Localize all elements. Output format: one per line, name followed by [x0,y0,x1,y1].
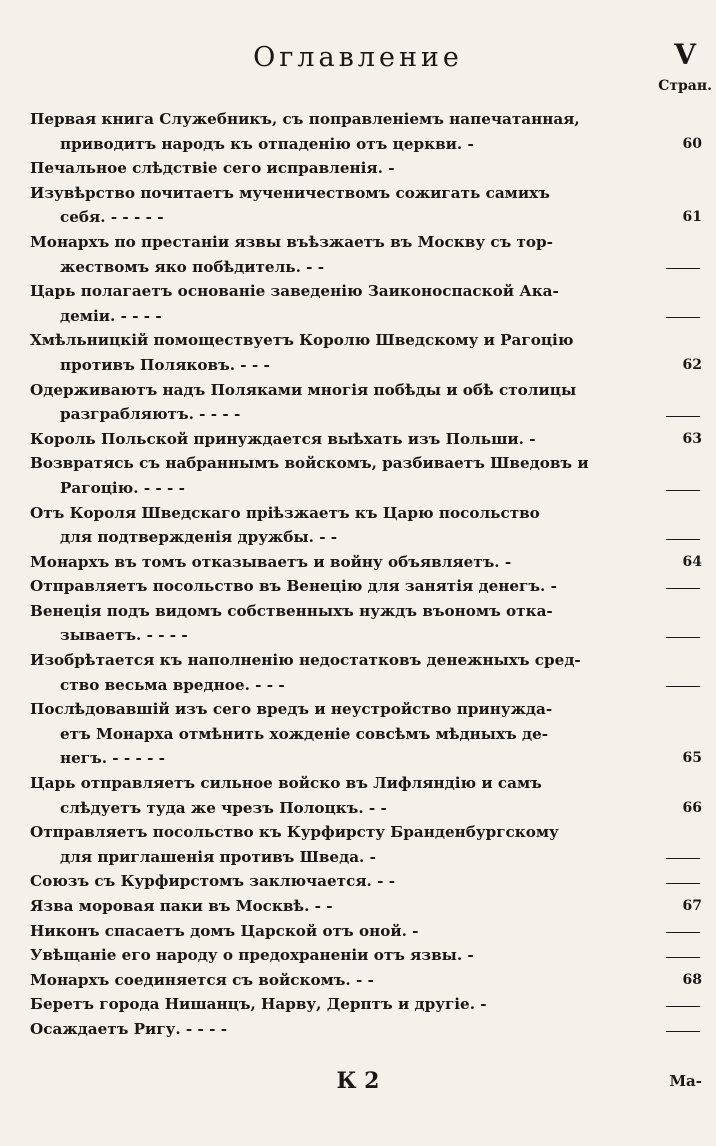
toc-entry-text: для подтвержденія дружбы. - - [60,528,338,547]
toc-entry-text: Увѣщаніе его народу о предохраненіи отъ язвы. - [30,946,474,965]
toc-entry [30,279,702,328]
toc-entry [30,427,702,452]
page-number-roman: V [674,38,696,71]
toc-entry-page: 65 [682,750,702,767]
page-title: Оглавление [253,42,463,73]
toc-entry-text: разграбляютъ. - - - - [60,405,241,424]
toc-entry [30,648,702,697]
toc-entry-text: Отъ Короля Шведскаго пріѣзжаетъ къ Царю посольство [30,503,540,522]
toc-entry-text: приводитъ народъ къ отпаденію отъ церкви. - [60,134,474,153]
toc-entry [30,451,702,500]
toc-entry-text: Изувѣрство почитаетъ мученичествомъ сожигать самихъ [30,183,550,202]
toc-entry-text: Осаждаетъ Ригу. - - - - [30,1019,227,1038]
toc-entry-text: зываетъ. - - - - [60,626,188,645]
toc-entry-page: 63 [682,430,702,447]
toc-entry-text: для приглашенія противъ Шведа. - [60,847,376,866]
toc-entry-text: Монархъ по престаніи язвы въѣзжаетъ въ Москву съ тор- [30,232,553,251]
toc-entry-text: жествомъ яко побѣдитель. - - [60,257,325,276]
toc-entry [30,697,702,771]
toc-entry-text: негъ. - - - - - [60,749,165,768]
toc-entry-text: Отправляетъ посольство къ Курфирсту Бранденбургскому [30,823,559,842]
toc-entry [30,919,702,944]
toc-entry-text: Монархъ въ томъ отказываетъ и войну объявляетъ. - [30,552,512,571]
toc-entry-page: 62 [682,356,702,373]
toc-entry-text: Первая книга Служебникъ, съ поправленіемъ напечатанная, [30,110,580,128]
toc-entry-text: Король Польской принуждается выѣхать изъ Польши. - [30,429,536,448]
toc-entry-text: Язва моровая паки въ Москвѣ. - - [30,897,333,915]
toc-entry [30,156,702,181]
toc-entry-text: Царь полагаетъ основаніе заведенію Заиконоспаской Ака- [30,282,559,301]
toc-entry [30,501,702,550]
toc-entry [30,378,702,427]
toc-entry-text: ство весьма вредное. - - - [60,675,285,694]
toc-entry [30,968,702,993]
toc-entry-text: Царь отправляетъ сильное войско въ Лифляндію и самъ [30,774,542,793]
toc-entry [30,230,702,279]
toc-entry-text: Беретъ города Нишанцъ, Нарву, Дерптъ и другіе. - [30,995,487,1014]
toc-entry-text: Изобрѣтается къ наполненію недостатковъ денежныхъ сред- [30,651,581,670]
toc-entry [30,550,702,575]
toc-entry-text: деміи. - - - - [60,306,162,325]
toc-entry-text: Одерживаютъ надъ Поляками многія побѣды и обѣ столицы [30,380,577,399]
toc-entry [30,869,702,894]
toc-entry [30,894,702,919]
catchword: Ма- [669,1072,702,1090]
toc-entry [30,820,702,869]
toc-entry-text: Союзъ съ Курфирстомъ заключается. - - [30,872,396,891]
toc-entry-page: 68 [682,971,702,988]
toc-entry [30,574,702,599]
toc-entry [30,943,702,968]
table-of-contents [30,107,702,1042]
page-column-header: Стран. [658,78,712,94]
toc-entry-text: Венеція подъ видомъ собственныхъ нуждъ въономъ отка- [30,601,553,620]
toc-entry-text: Отправляетъ посольство въ Венецію для занятія денегъ. - [30,577,557,596]
printer-signature: К 2 [336,1068,380,1094]
toc-entry [30,599,702,648]
toc-entry [30,328,702,377]
toc-entry-text: себя. - - - - - [60,208,164,227]
toc-entry-text: Монархъ соединяется съ войскомъ. - - [30,970,374,989]
toc-entry [30,181,702,230]
toc-entry-text: слѣдуетъ туда же чрезъ Полоцкъ. - - [60,798,387,817]
toc-entry-text: етъ Монарха отмѣнить хожденіе совсѣмъ мѣдныхъ де- [60,724,549,743]
toc-entry-page: 60 [682,135,702,152]
toc-entry-page: 67 [682,898,702,914]
toc-entry-text: Возвратясь съ набраннымъ войскомъ, разбиваетъ Шведовъ и [30,454,589,473]
toc-entry-text: Послѣдовавшій изъ сего вредъ и неустройство принужда- [30,700,553,719]
toc-entry-page: 64 [682,553,702,570]
toc-entry-page: 66 [682,799,702,816]
toc-entry-text: Хмѣльницкій помоществуетъ Королю Шведскому и Рагоцію [30,331,574,350]
toc-entry [30,992,702,1017]
toc-entry-page: 61 [682,209,702,226]
toc-entry-text: Никонъ спасаетъ домъ Царской отъ оной. - [30,921,419,940]
toc-entry [30,107,702,156]
toc-entry [30,771,702,820]
toc-entry-text: Рагоцію. - - - - [60,478,185,497]
toc-entry [30,1017,702,1042]
toc-entry-text: Печальное слѣдствіе сего исправленія. - [30,159,395,178]
toc-entry-text: противъ Поляковъ. - - - [60,355,270,374]
